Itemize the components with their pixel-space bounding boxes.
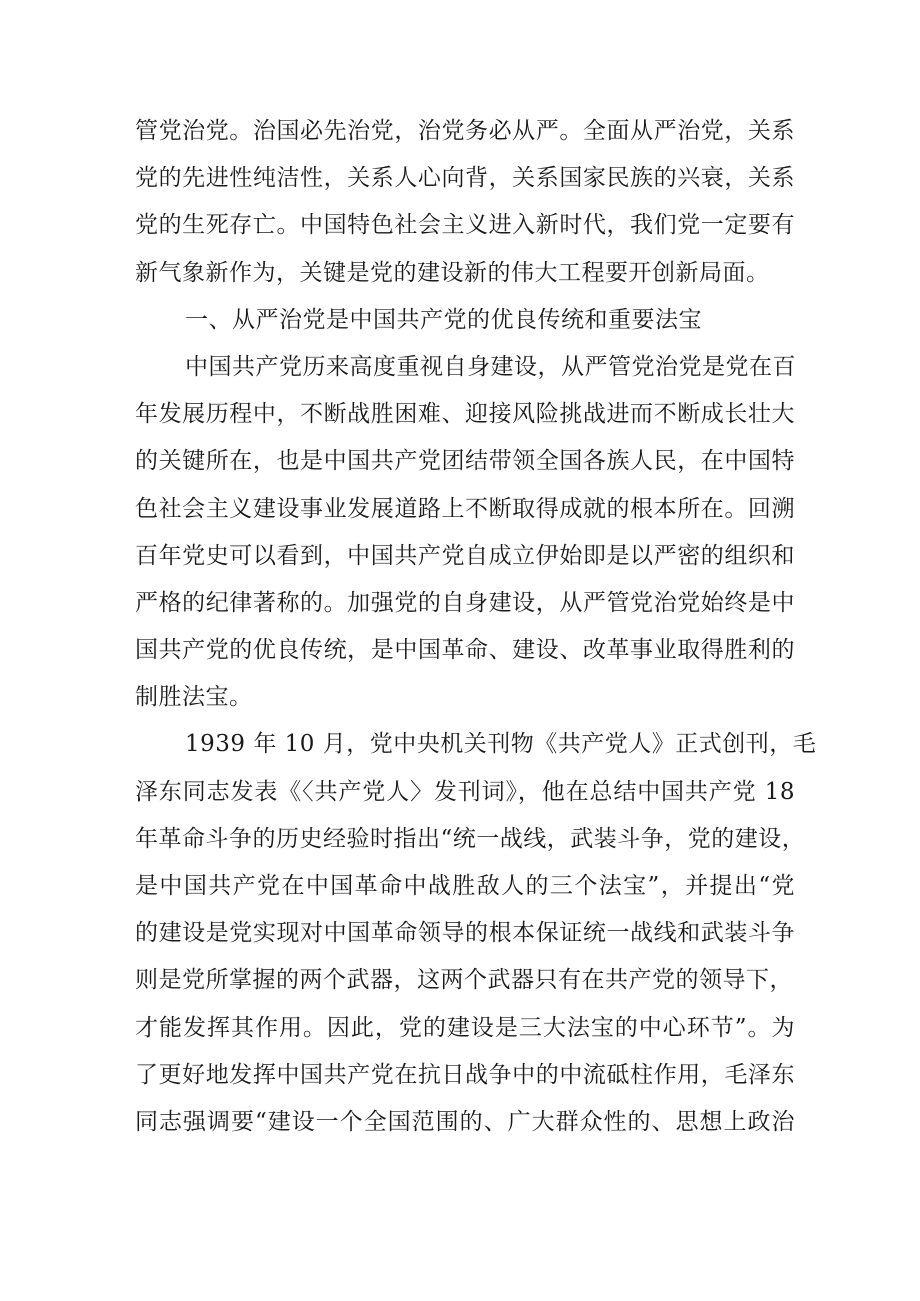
text-line: 1939 年 10 月，党中央机关刊物《共产党人》正式创刊，毛 xyxy=(185,731,817,758)
text-line: 色社会主义建设事业发展道路上不断取得成就的根本所在。回溯 xyxy=(135,495,795,522)
text-line: 管党治党。治国必先治党，治党务必从严。全面从严治党，关系 xyxy=(135,118,795,144)
text-line: 年发展历程中，不断战胜困难、迎接风险挑战进而不断成长壮大 xyxy=(135,401,795,428)
text-line: 同志强调要“建设一个全国范围的、广大群众性的、思想上政治 xyxy=(135,1108,795,1135)
text-line: 国共产党的优良传统，是中国革命、建设、改革事业取得胜利的 xyxy=(135,637,795,664)
text-line: 中国共产党历来高度重视自身建设，从严管党治党是党在百 xyxy=(185,353,796,380)
text-line: 年革命斗争的历史经验时指出“统一战线，武装斗争，党的建设， xyxy=(135,825,806,852)
section-heading: 一、从严治党是中国共产党的优良传统和重要法宝 xyxy=(185,306,702,333)
text-line: 党的生死存亡。中国特色社会主义进入新时代，我们党一定要有 xyxy=(135,212,795,239)
text-line: 制胜法宝。 xyxy=(135,684,253,711)
text-line: 严格的纪律著称的。加强党的自身建设，从严管党治党始终是中 xyxy=(135,589,795,616)
text-line: 的关键所在，也是中国共产党团结带领全国各族人民，在中国特 xyxy=(135,448,795,475)
text-line: 泽东同志发表《〈共产党人〉发刊词》，他在总结中国共产党 18 xyxy=(135,778,795,805)
text-line: 才能发挥其作用。因此，党的建设是三大法宝的中心环节”。为 xyxy=(135,1014,795,1041)
text-line: 百年党史可以看到，中国共产党自成立伊始即是以严密的组织和 xyxy=(135,542,795,569)
text-line: 的建设是党实现对中国革命领导的根本保证统一战线和武装斗争 xyxy=(135,920,795,947)
text-line: 是中国共产党在中国革命中战胜敌人的三个法宝”，并提出“党 xyxy=(135,873,795,899)
text-line: 了更好地发挥中国共产党在抗日战争中的中流砥柱作用，毛泽东 xyxy=(135,1061,795,1088)
body-text xyxy=(135,108,817,1146)
text-line: 则是党所掌握的两个武器，这两个武器只有在共产党的领导下， xyxy=(135,967,793,994)
text-line: 新气象新作为，关键是党的建设新的伟大工程要开创新局面。 xyxy=(135,259,770,286)
text-line: 党的先进性纯洁性，关系人心向背，关系国家民族的兴衰，关系 xyxy=(135,165,795,192)
